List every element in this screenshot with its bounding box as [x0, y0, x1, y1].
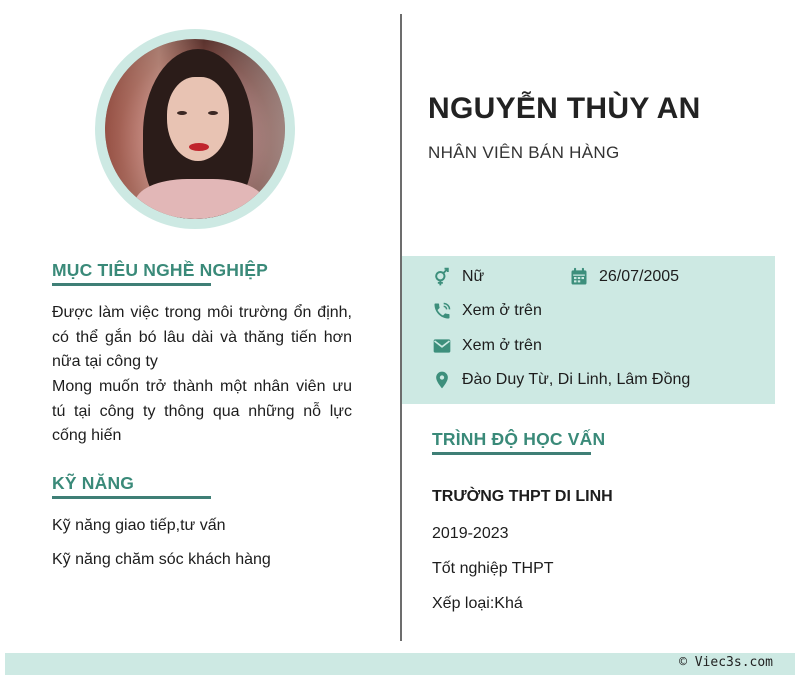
calendar-icon: [569, 267, 589, 287]
objective-title: MỤC TIÊU NGHỀ NGHIỆP: [52, 260, 268, 280]
education-underline: [432, 452, 591, 455]
address-row: [432, 370, 690, 390]
footer-bar: [5, 653, 795, 675]
objective-underline: [52, 283, 211, 286]
education-years: 2019-2023: [432, 525, 509, 542]
avatar-frame: [95, 29, 295, 229]
birthday-value: 26/07/2005: [599, 268, 680, 285]
email-value: Xem ở trên: [462, 337, 542, 354]
contact-panel: [402, 256, 775, 404]
address-value: Đào Duy Từ, Di Linh, Lâm Đồng: [462, 371, 691, 388]
education-grade: Xếp loại:Khá: [432, 595, 523, 612]
gender-row: [432, 267, 484, 287]
location-icon: [432, 370, 452, 390]
skills-title: KỸ NĂNG: [52, 473, 135, 493]
objective-paragraph-2: Mong muốn trở thành một nhân viên ưu tú tại công ty thông qua những nỗ lực cống hiến: [52, 378, 352, 444]
phone-value: Xem ở trên: [462, 302, 542, 319]
birthday-row: [569, 267, 679, 287]
phone-row: [432, 301, 542, 321]
job-title: NHÂN VIÊN BÁN HÀNG: [428, 143, 620, 162]
skill-item: Kỹ năng giao tiếp,tư vấn: [52, 517, 226, 534]
gender-value: Nữ: [462, 268, 485, 285]
person-name: NGUYỄN THÙY AN: [428, 92, 701, 125]
skills-underline: [52, 496, 211, 499]
gender-icon: [432, 267, 452, 287]
email-row: [432, 336, 542, 356]
objective-paragraph-1: Được làm việc trong môi trường ổn định, có thể gắn bó lâu dài và thăng tiến hơn nữa tại công ty: [52, 304, 352, 370]
email-icon: [432, 336, 452, 356]
avatar: [105, 39, 285, 219]
skill-item: Kỹ năng chăm sóc khách hàng: [52, 551, 271, 568]
education-title: TRÌNH ĐỘ HỌC VẤN: [432, 429, 606, 449]
phone-icon: [432, 301, 452, 321]
education-degree: Tốt nghiệp THPT: [432, 560, 554, 577]
footer-credit: © Viec3s.com: [679, 655, 773, 670]
school-name: TRƯỜNG THPT DI LINH: [432, 488, 613, 505]
